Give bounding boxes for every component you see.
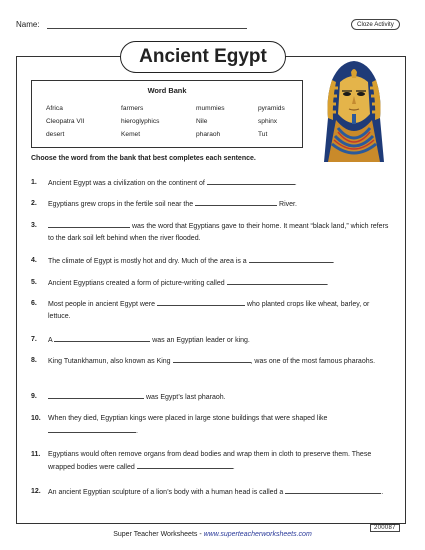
word-bank-word: Kemet — [121, 131, 141, 138]
word-bank-word: Cleopatra VII — [46, 118, 85, 125]
worksheet-code: 200087 — [370, 524, 400, 532]
word-bank-word: desert — [46, 131, 65, 138]
word-bank-word: farmers — [121, 105, 144, 112]
word-bank-word: Nile — [196, 118, 208, 125]
instructions: Choose the word from the bank that best completes each sentence. — [31, 155, 256, 162]
answer-blank-2[interactable] — [195, 198, 277, 206]
question-9: 9. was Egypt’s last pharaoh. — [31, 393, 226, 401]
page-title: Ancient Egypt — [120, 41, 286, 73]
answer-blank-11[interactable] — [137, 461, 233, 469]
question-8: 8. King Tutankhamun, also known as King , was one of the most famous pharaohs. — [31, 357, 376, 365]
word-bank-word: mummies — [196, 105, 225, 112]
word-bank-word: sphinx — [258, 118, 278, 125]
answer-blank-5[interactable] — [227, 277, 327, 285]
answer-blank-9[interactable] — [48, 391, 144, 399]
question-5: 5. Ancient Egyptians created a form of picture-writing called . — [31, 279, 329, 287]
answer-blank-10[interactable] — [48, 425, 136, 433]
word-bank-word: Africa — [46, 105, 63, 112]
question-12: 12. An ancient Egyptian sculpture of a lion’s body with a human head is called a . — [31, 488, 384, 496]
answer-blank-4[interactable] — [249, 255, 333, 263]
question-3: 3. was the word that Egyptians gave to their home. It meant “black land,” which refers to the dark soil left behind when the river flooded. — [31, 222, 389, 242]
answer-blank-1[interactable] — [207, 177, 295, 185]
question-4: 4. The climate of Egypt is mostly hot and dry. Much of the area is a . — [31, 257, 335, 265]
answer-blank-7[interactable] — [54, 334, 150, 342]
word-bank-word: pharaoh — [196, 131, 221, 138]
question-1: 1. Ancient Egypt was a civilization on the continent of . — [31, 179, 297, 187]
footer-url[interactable]: www.superteacherworksheets.com — [203, 531, 312, 538]
answer-blank-8[interactable] — [173, 355, 251, 363]
word-bank-word: Tut — [258, 131, 268, 138]
name-label: Name: — [16, 20, 40, 29]
word-bank-word: hieroglyphics — [121, 118, 160, 125]
footer-site: Super Teacher Worksheets - — [113, 531, 204, 538]
word-bank — [31, 80, 303, 148]
question-10: 10. When they died, Egyptian kings were placed in large stone buildings that were shaped like . — [31, 415, 328, 435]
footer — [0, 531, 425, 538]
question-11: 11. Egyptians would often remove organs from dead bodies and wrap them in cloth to preserve them. These wrapped bodies were called . — [31, 451, 372, 471]
answer-blank-12[interactable] — [285, 486, 381, 494]
name-line[interactable] — [47, 28, 247, 29]
tutankhamun-mask-icon — [318, 58, 390, 162]
question-7: 7. A was an Egyptian leader or king. — [31, 336, 250, 344]
cloze-activity-badge: Cloze Activity — [351, 19, 400, 30]
word-bank-title: Word Bank — [147, 86, 187, 95]
answer-blank-6[interactable] — [157, 298, 245, 306]
answer-blank-3[interactable] — [48, 220, 130, 228]
word-bank-word: pyramids — [258, 105, 285, 112]
question-6: 6. Most people in ancient Egypt were who planted crops like wheat, barley, or lettuce. — [31, 300, 370, 320]
question-2: 2. Egyptians grew crops in the fertile soil near the River. — [31, 200, 297, 208]
